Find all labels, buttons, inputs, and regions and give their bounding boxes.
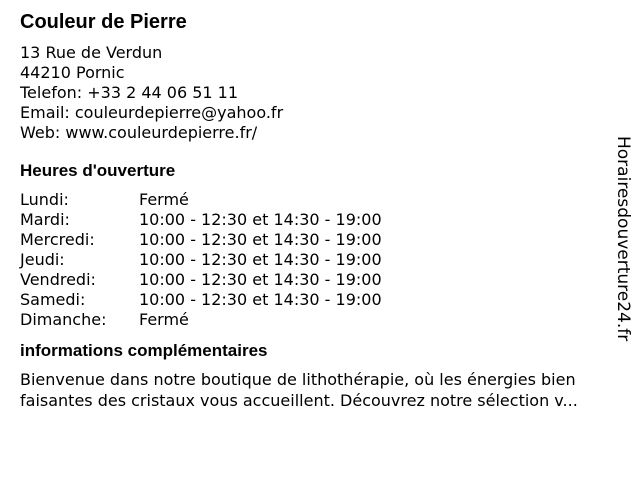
time-value: 10:00 - 12:30 et 14:30 - 19:00 — [139, 230, 382, 249]
hours-row-monday — [20, 190, 382, 210]
info-heading: informations complémentaires — [20, 341, 268, 360]
description-text — [20, 369, 620, 411]
site-watermark-text: Horairesdouverture24.fr — [613, 136, 633, 342]
hours-row-wednesday — [20, 230, 382, 250]
hours-heading: Heures d'ouverture — [20, 161, 176, 180]
description-line-2: faisantes des cristaux vous accueillent. Découvrez notre sélection v... — [20, 391, 578, 410]
hours-row-friday — [20, 270, 382, 290]
day-label: Mercredi: — [20, 230, 95, 249]
day-label: Dimanche: — [20, 310, 107, 329]
time-value: 10:00 - 12:30 et 14:30 - 19:00 — [139, 290, 382, 309]
time-value: Fermé — [139, 310, 189, 329]
time-value: 10:00 - 12:30 et 14:30 - 19:00 — [139, 270, 382, 289]
day-label: Jeudi: — [20, 250, 65, 269]
day-label: Vendredi: — [20, 270, 96, 289]
address-city: 44210 Pornic — [20, 63, 125, 82]
email-line: Email: couleurdepierre@yahoo.fr — [20, 103, 284, 122]
time-value: 10:00 - 12:30 et 14:30 - 19:00 — [139, 250, 382, 269]
time-value: Fermé — [139, 190, 189, 209]
contact-block — [20, 43, 606, 143]
hours-row-tuesday — [20, 210, 382, 230]
day-label: Lundi: — [20, 190, 69, 209]
business-card — [20, 10, 606, 411]
day-label: Samedi: — [20, 290, 86, 309]
day-label: Mardi: — [20, 210, 70, 229]
address-street: 13 Rue de Verdun — [20, 43, 163, 62]
hours-row-sunday — [20, 310, 382, 330]
site-watermark — [613, 136, 633, 342]
business-name: Couleur de Pierre — [20, 11, 187, 33]
description-line-1: Bienvenue dans notre boutique de lithothérapie, où les énergies bien — [20, 370, 576, 389]
time-value: 10:00 - 12:30 et 14:30 - 19:00 — [139, 210, 382, 229]
phone-line: Telefon: +33 2 44 06 51 11 — [20, 83, 239, 102]
hours-table — [20, 190, 382, 330]
hours-row-thursday — [20, 250, 382, 270]
hours-row-saturday — [20, 290, 382, 310]
web-line: Web: www.couleurdepierre.fr/ — [20, 123, 258, 142]
